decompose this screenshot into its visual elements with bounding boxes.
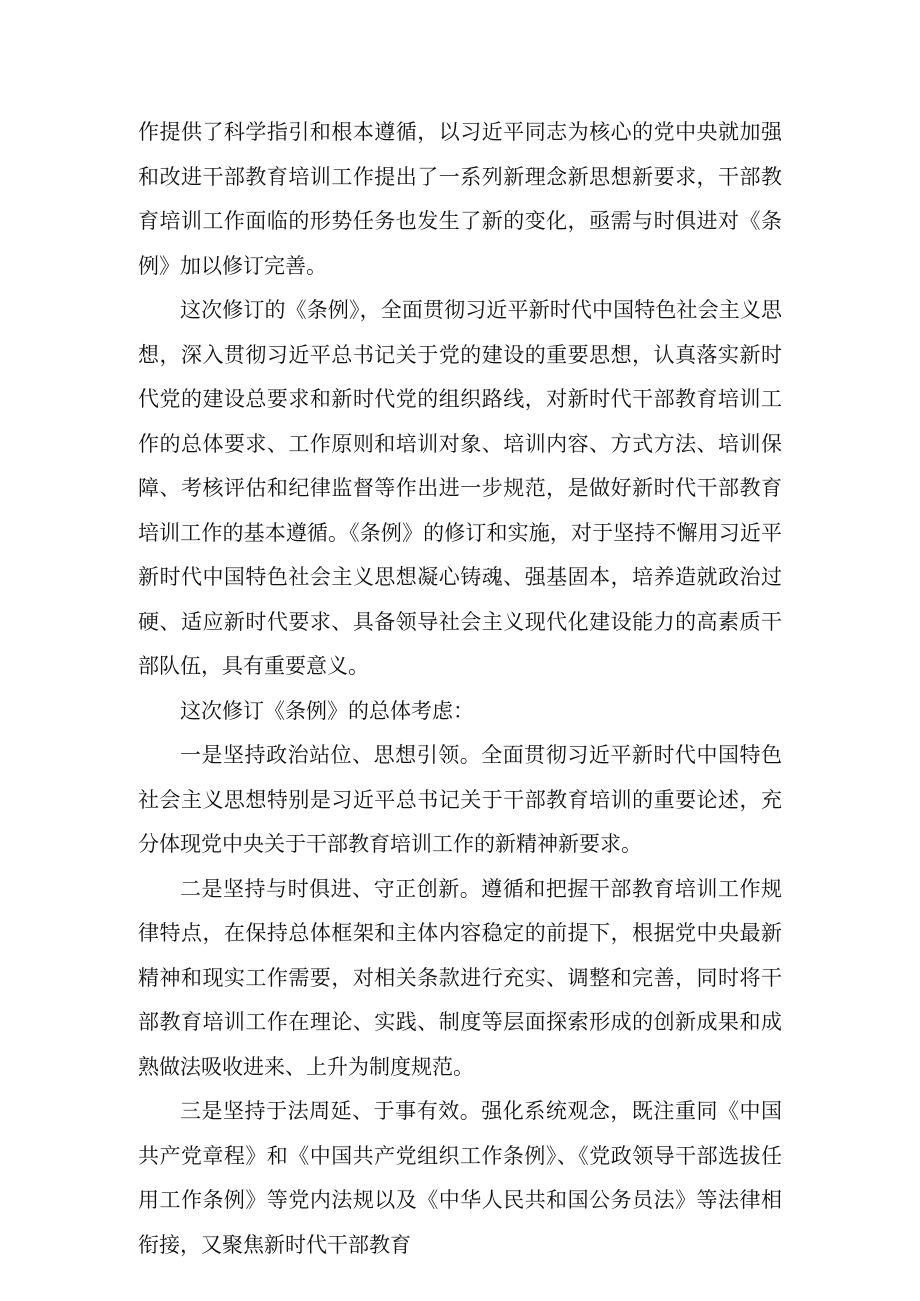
document-body: [138, 110, 782, 1267]
paragraph-3: 这次修订《条例》的总体考虑：: [180, 698, 474, 723]
paragraph-4: 一是坚持政治站位、思想引领。全面贯彻习近平新时代中国特色社会主义思想特别是习近平总书记关于干部教育培训的重要论述，充分体现党中央关于干部教育培训工作的新精神新要求。: [138, 743, 782, 856]
paragraph-2: 这次修订的《条例》，全面贯彻习近平新时代中国特色社会主义思想，深入贯彻习近平总书记关于党的建设的重要思想，认真落实新时代党的建设总要求和新时代党的组织路线，对新时代干部教育培训工作的总体要求、工作原则和培训对象、培训内容、方式方法、培训保障、考核评估和纪律监督等作出进一步规范，是做好新时代干部教育培训工作的基本遵循。《条例》的修订和实施，对于坚持不懈用习近平新时代中国特色社会主义思想凝心铸魂、强基固本，培养造就政治过硬、适应新时代要求、具备领导社会主义现代化建设能力的高素质干部队伍，具有重要意义。: [138, 298, 782, 678]
paragraph-5: 二是坚持与时俱进、守正创新。遵循和把握干部教育培训工作规律特点，在保持总体框架和主体内容稳定的前提下，根据党中央最新精神和现实工作需要，对相关条款进行充实、调整和完善，同时将干部教育培训工作在理论、实践、制度等层面探索形成的创新成果和成熟做法吸收进来、上升为制度规范。: [138, 876, 782, 1079]
paragraph-6: 三是坚持于法周延、于事有效。强化系统观念，既注重同《中国共产党章程》和《中国共产党组织工作条例》、《党政领导干部选拔任用工作条例》等党内法规以及《中华人民共和国公务员法》等法律相衔接，又聚焦新时代干部教育: [138, 1099, 782, 1257]
paragraph-1: 作提供了科学指引和根本遵循，以习近平同志为核心的党中央就加强和改进干部教育培训工作提出了一系列新理念新思想新要求，干部教育培训工作面临的形势任务也发生了新的变化，亟需与时俱进对《条例》加以修订完善。: [138, 120, 782, 278]
